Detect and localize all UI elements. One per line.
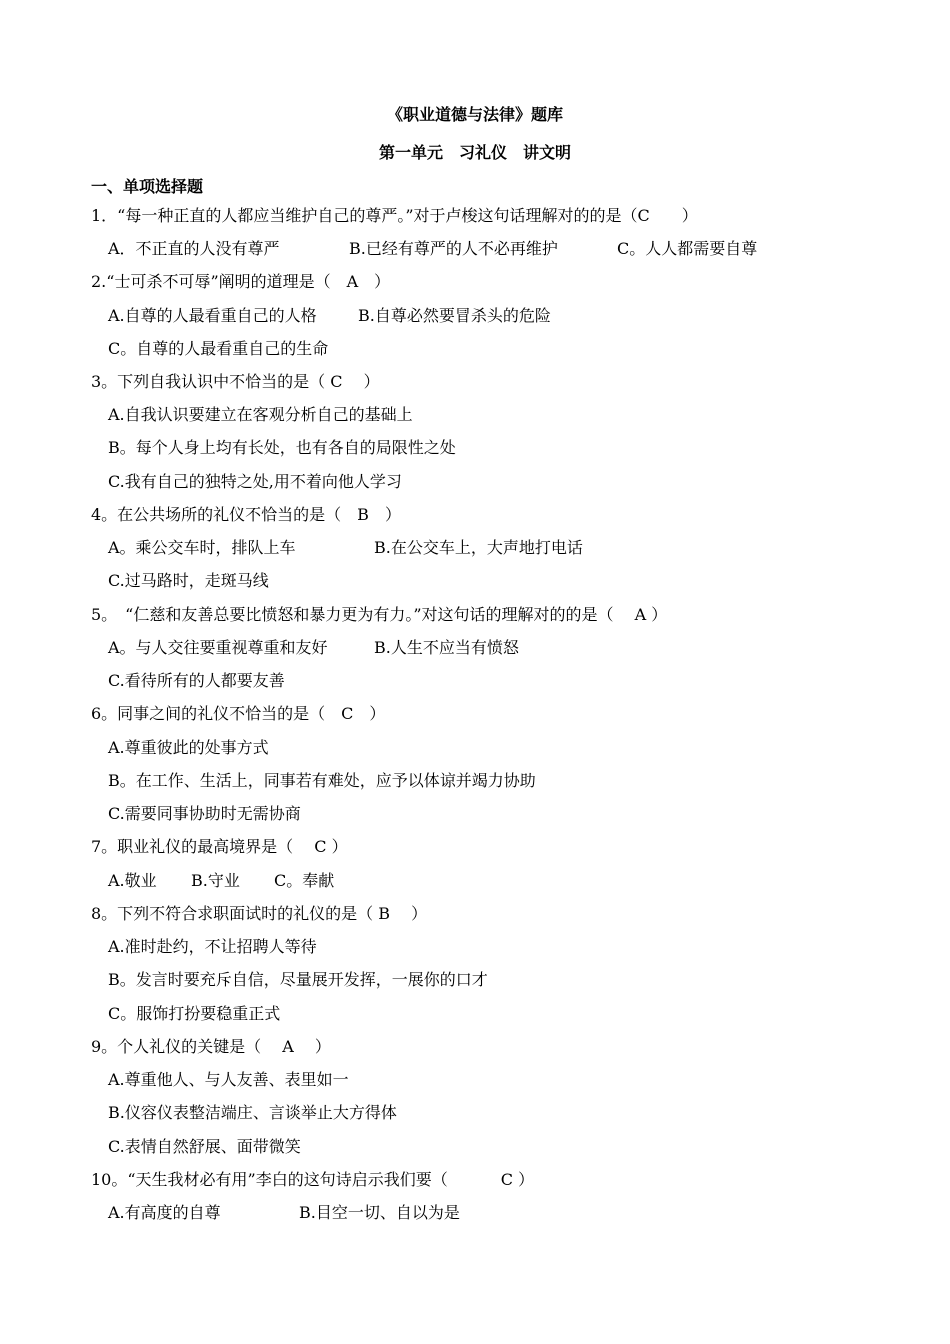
option-b: B.人生不应当有愤怒	[374, 638, 519, 657]
option-a: A．不正直的人没有尊严	[108, 239, 280, 258]
option-b: B.自尊必然要冒杀头的危险	[358, 306, 551, 325]
option-b: B.目空一切、自以为是	[299, 1203, 460, 1222]
document-title: 《职业道德与法律》题库	[386, 105, 563, 124]
question-stem: 7。职业礼仪的最高境界是（ C ）	[91, 837, 348, 856]
option-c: C.我有自己的独特之处,用不着向他人学习	[108, 472, 402, 491]
option-a: A.自尊的人最看重自己的人格	[108, 306, 317, 325]
option-a: A.尊重彼此的处事方式	[108, 738, 269, 757]
question-stem: 5。 “仁慈和友善总要比愤怒和暴力更为有力。”对这句话的理解对的的是（ A ）	[91, 605, 668, 624]
option-a: A。乘公交车时，排队上车	[108, 538, 296, 557]
option-b: B.在公交车上，大声地打电话	[374, 538, 583, 557]
option-a: A.有高度的自尊	[108, 1203, 221, 1222]
option-c: C.表情自然舒展、面带微笑	[108, 1137, 301, 1156]
option-b: B。每个人身上均有长处，也有各自的局限性之处	[108, 438, 456, 457]
option-c: C。奉献	[274, 871, 335, 890]
option-a: A.自我认识要建立在客观分析自己的基础上	[108, 405, 413, 424]
option-c: C。服饰打扮要稳重正式	[108, 1004, 281, 1023]
unit-title: 第一单元 习礼仪 讲文明	[378, 143, 571, 162]
option-b: B.仪容仪表整洁端庄、言谈举止大方得体	[108, 1103, 397, 1122]
question-stem: 2.“士可杀不可辱”阐明的道理是（ A ）	[91, 272, 391, 291]
option-a: A.敬业	[108, 871, 157, 890]
question-stem: 4。在公共场所的礼仪不恰当的是（ B ）	[91, 505, 401, 524]
question-stem: 8。下列不符合求职面试时的礼仪的是（ B ）	[91, 904, 428, 923]
question-stem: 9。个人礼仪的关键是（ A ）	[91, 1037, 331, 1056]
option-a: A.准时赴约，不让招聘人等待	[108, 937, 317, 956]
section-title: 一、单项选择题	[91, 177, 204, 196]
question-stem: 1．“每一种正直的人都应当维护自己的尊严。”对于卢梭这句话理解对的的是（C ）	[91, 206, 698, 225]
option-c: C.过马路时，走斑马线	[108, 571, 269, 590]
question-stem: 10。“天生我材必有用”李白的这句诗启示我们要（ C ）	[91, 1170, 535, 1189]
option-b: B.已经有尊严的人不必再维护	[349, 239, 558, 258]
option-b: B.守业	[191, 871, 240, 890]
option-b: B。发言时要充斥自信，尽量展开发挥，一展你的口才	[108, 970, 488, 989]
question-stem: 3。下列自我认识中不恰当的是（ C ）	[91, 372, 380, 391]
option-c: C.看待所有的人都要友善	[108, 671, 285, 690]
option-a: A.尊重他人、与人友善、表里如一	[108, 1070, 349, 1089]
option-b: B。在工作、生活上，同事若有难处，应予以体谅并竭力协助	[108, 771, 536, 790]
option-c: C。自尊的人最看重自己的生命	[108, 339, 329, 358]
option-c: C.需要同事协助时无需协商	[108, 804, 301, 823]
question-stem: 6。同事之间的礼仪不恰当的是（ C ）	[91, 704, 386, 723]
option-a: A。与人交往要重视尊重和友好	[108, 638, 328, 657]
option-c: C。人人都需要自尊	[617, 239, 758, 258]
